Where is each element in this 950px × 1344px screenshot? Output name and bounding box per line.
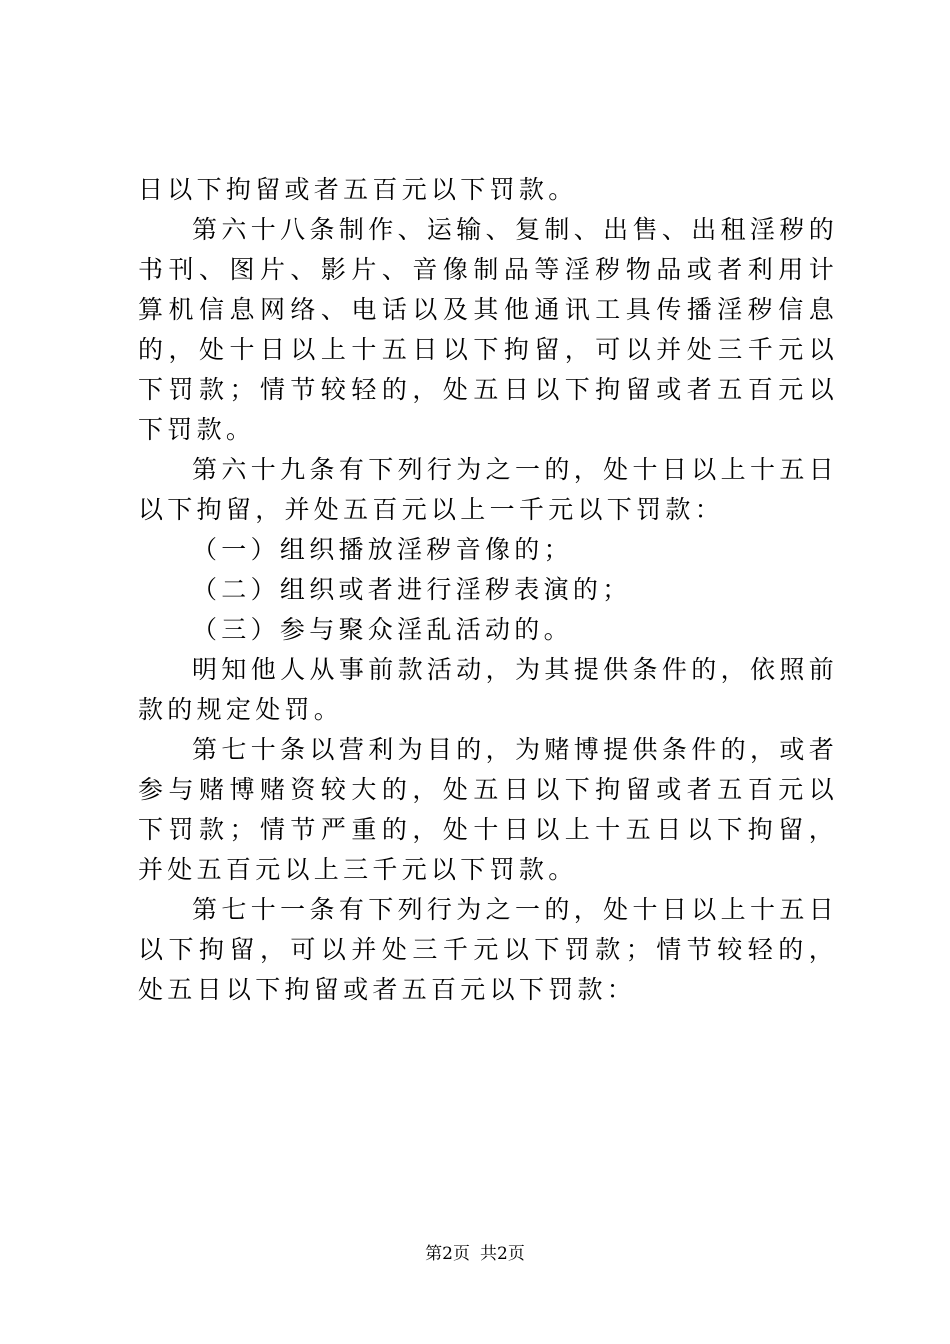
paragraph-continuation: 日以下拘留或者五百元以下罚款。 — [138, 175, 578, 204]
paragraph-article-71: 第七十一条有下列行为之一的，处十日以上十五日以下拘留，可以并处三千元以下罚款；情节较轻的，处五日以下拘留或者五百元以下罚款： — [138, 895, 838, 1004]
paragraph-article-70: 第七十条以营利为目的，为赌博提供条件的，或者参与赌博赌资较大的，处五日以下拘留或者五百元以下罚款；情节严重的，处十日以上十五日以下拘留，并处五百元以上三千元以下罚款。 — [138, 735, 838, 884]
page-total: 共2页 — [480, 1244, 525, 1264]
page-footer — [0, 1242, 950, 1266]
paragraph-knowingly-assist: 明知他人从事前款活动，为其提供条件的，依照前款的规定处罚。 — [138, 655, 838, 724]
paragraph-item-1: （一）组织播放淫秽音像的； — [192, 535, 573, 564]
paragraph-item-2: （二）组织或者进行淫秽表演的； — [192, 575, 632, 604]
page-number: 第2页 — [425, 1244, 470, 1264]
document-body — [138, 170, 838, 1010]
paragraph-article-69: 第六十九条有下列行为之一的，处十日以上十五日以下拘留，并处五百元以上一千元以下罚款： — [138, 455, 838, 524]
paragraph-item-3: （三）参与聚众淫乱活动的。 — [192, 615, 573, 644]
paragraph-article-68: 第六十八条制作、运输、复制、出售、出租淫秽的书刊、图片、影片、音像制品等淫秽物品或者利用计算机信息网络、电话以及其他通讯工具传播淫秽信息的，处十日以上十五日以下拘留，可以并处三千元以下罚款；情节较轻的，处五日以下拘留或者五百元以下罚款。 — [138, 215, 838, 444]
